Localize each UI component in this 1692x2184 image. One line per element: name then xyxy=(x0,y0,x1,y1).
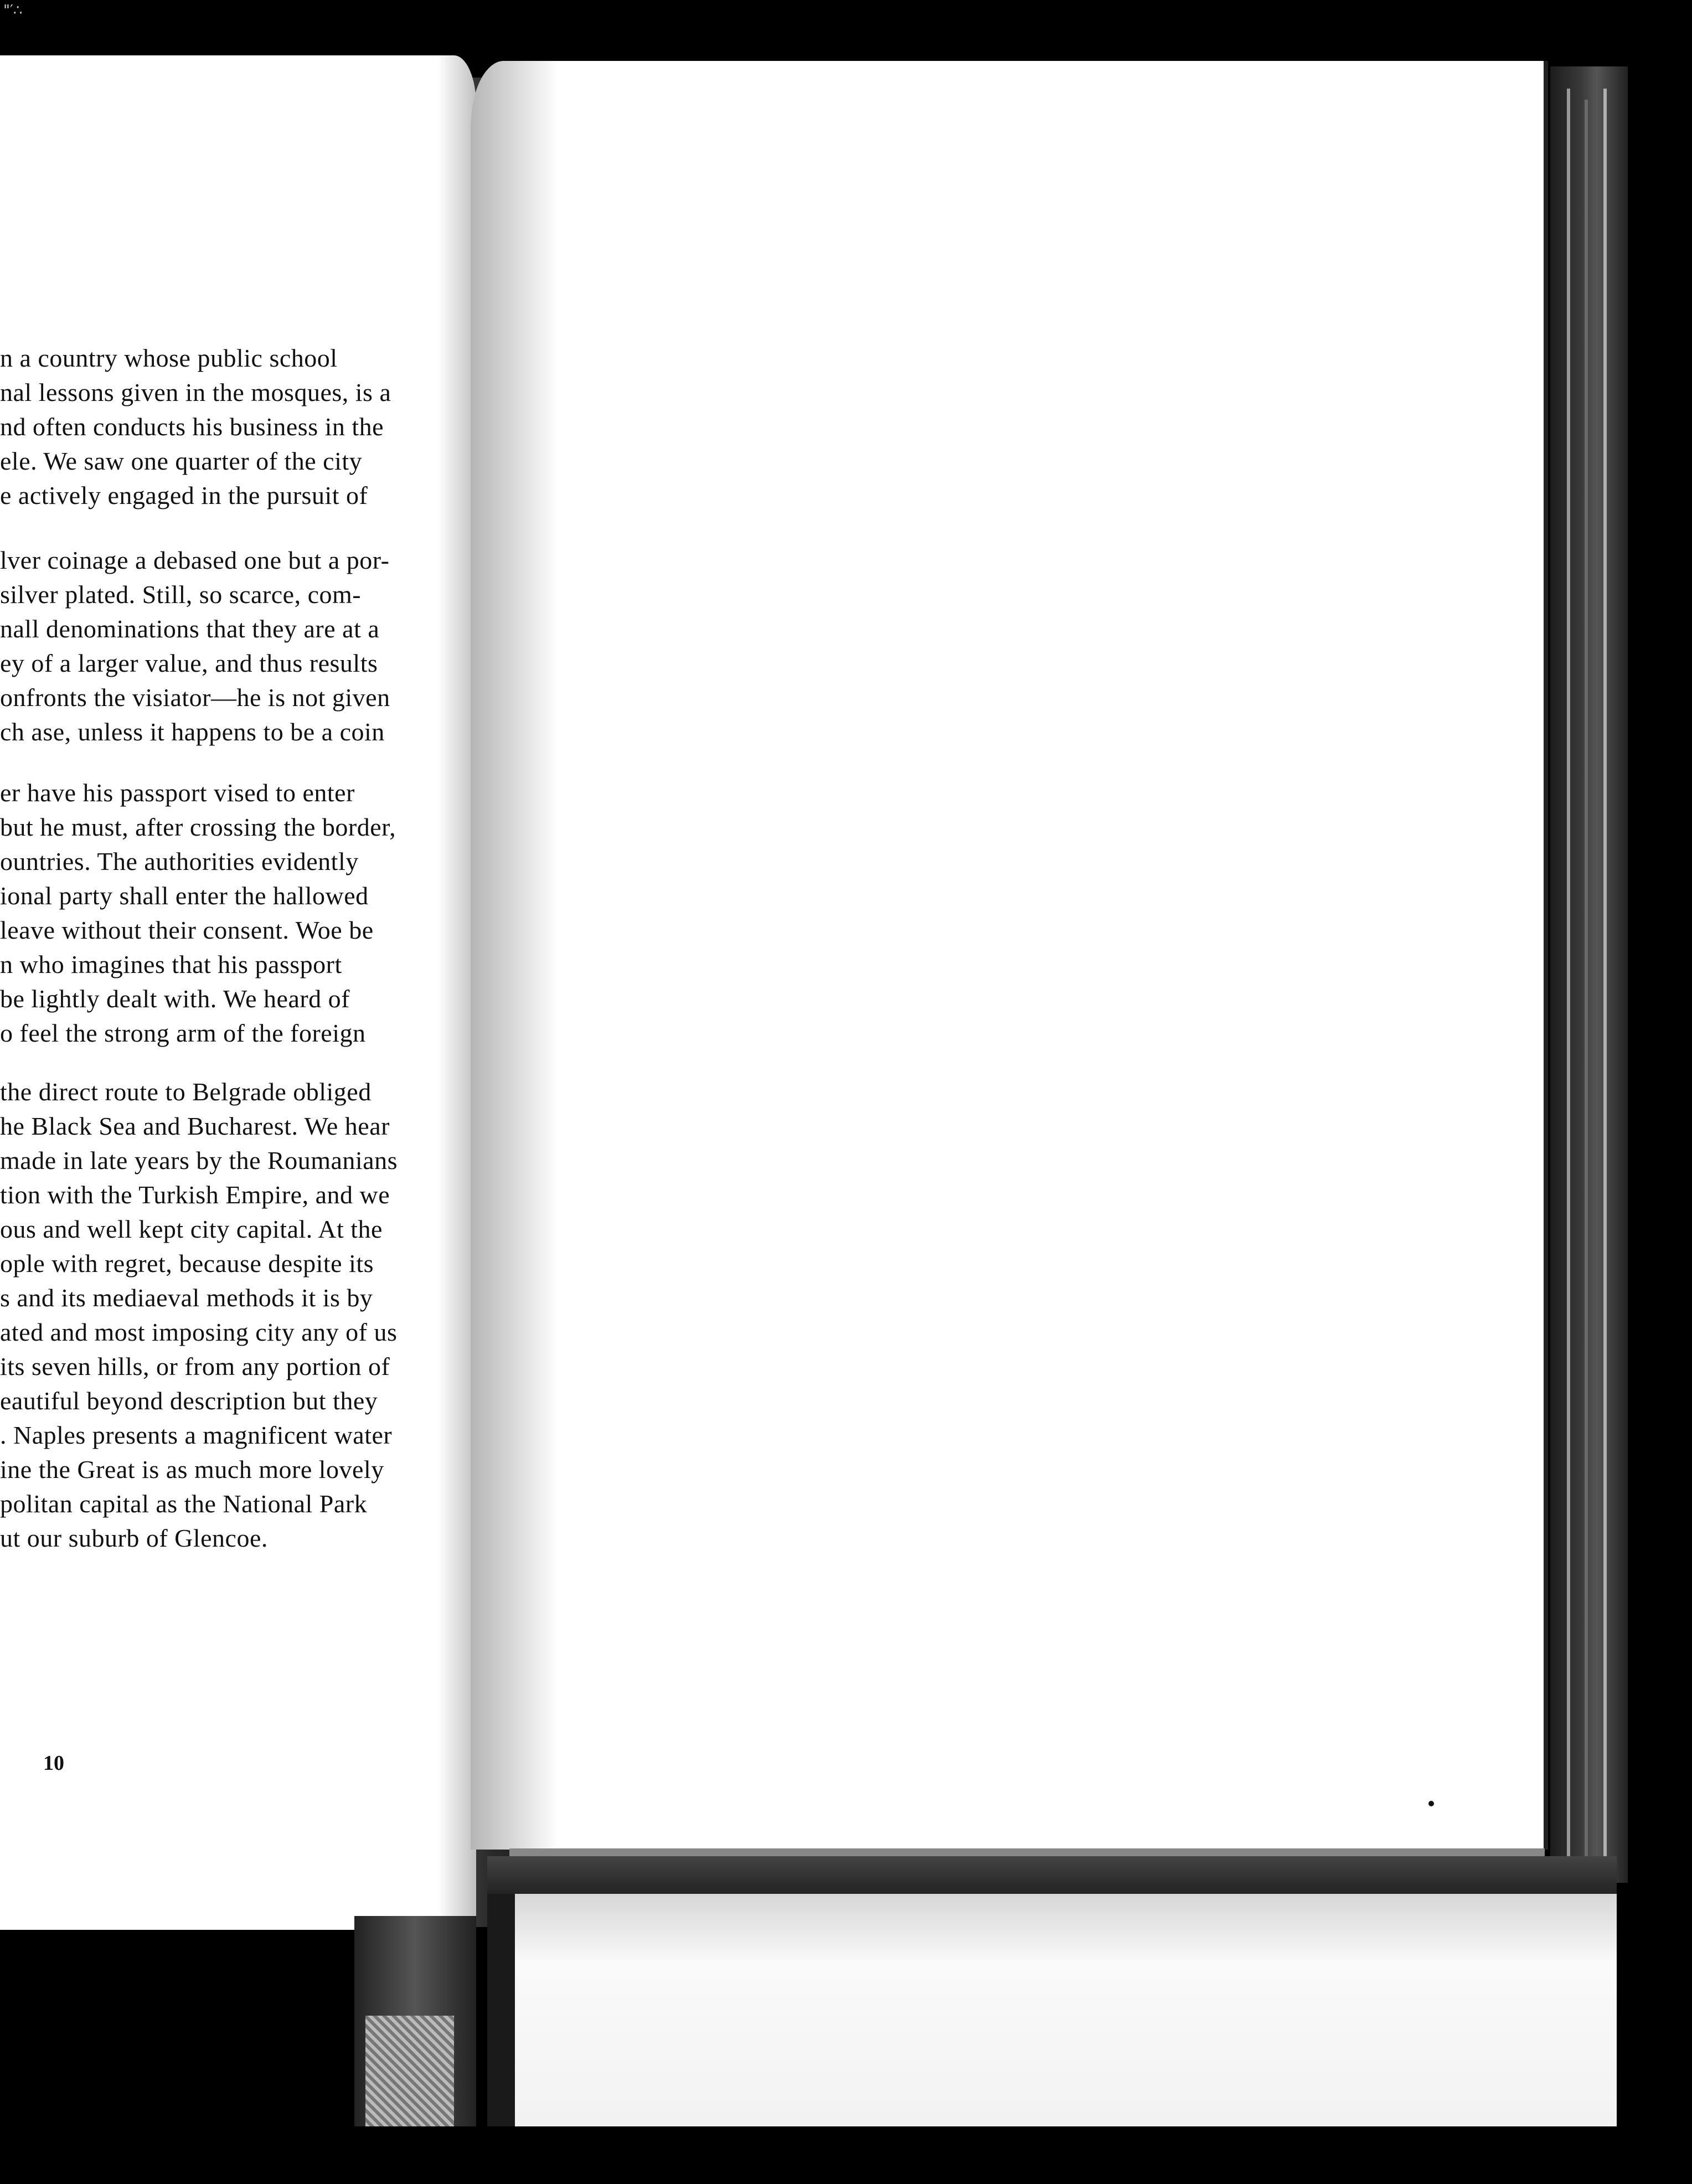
right-page-bottom-edge xyxy=(509,1848,1545,1856)
book-cover-edge xyxy=(1550,66,1628,1883)
text-line: ey of a larger value, and thus results xyxy=(0,649,378,677)
text-line: ine the Great is as much more lovely xyxy=(0,1455,384,1484)
text-line: tion with the Turkish Empire, and we xyxy=(0,1181,390,1209)
text-line: s and its mediaeval methods it is by xyxy=(0,1284,373,1312)
text-line: n who imagines that his passport xyxy=(0,950,342,978)
page-block-edge xyxy=(515,1894,1617,2126)
text-line: ous and well kept city capital. At the xyxy=(0,1215,383,1243)
text-line: . Naples presents a magnificent water xyxy=(0,1421,393,1449)
page-speck xyxy=(1428,1801,1434,1806)
text-line: leave without their consent. Woe be xyxy=(0,916,374,944)
text-line: politan capital as the National Park xyxy=(0,1490,368,1518)
cover-edge-line xyxy=(1603,89,1607,1872)
text-line: onfronts the visiator—he is not given xyxy=(0,683,390,712)
page-number: 10 xyxy=(43,1752,64,1775)
text-line: ional party shall enter the hallowed xyxy=(0,882,369,910)
text-line: but he must, after crossing the border, xyxy=(0,813,396,841)
corner-mark: "′∴ xyxy=(3,2,23,19)
text-line: ated and most imposing city any of us xyxy=(0,1318,398,1346)
text-line: nall denominations that they are at a xyxy=(0,615,380,643)
left-page xyxy=(0,55,476,1930)
text-line: he Black Sea and Bucharest. We hear xyxy=(0,1112,390,1140)
right-page-gutter-shadow xyxy=(471,61,559,1850)
text-line: the direct route to Belgrade obliged xyxy=(0,1078,372,1106)
text-line: be lightly dealt with. We heard of xyxy=(0,985,350,1013)
scan-background xyxy=(0,2126,1692,2184)
text-line: e actively engaged in the pursuit of xyxy=(0,481,368,509)
text-line: ountries. The authorities evidently xyxy=(0,847,359,875)
text-line: n a country whose public school xyxy=(0,344,338,372)
right-page xyxy=(471,61,1545,1850)
book-board-bottom xyxy=(487,1856,1617,1895)
text-line: ch ase, unless it happens to be a coin xyxy=(0,718,385,746)
right-page-edge xyxy=(1544,61,1548,1850)
text-line: o feel the strong arm of the foreign xyxy=(0,1019,366,1047)
cover-edge-line xyxy=(1585,100,1588,1861)
text-line: its seven hills, or from any portion of xyxy=(0,1352,390,1381)
cover-edge-line xyxy=(1567,89,1570,1861)
text-line: lver coinage a debased one but a por- xyxy=(0,546,390,574)
text-line: made in late years by the Roumanians xyxy=(0,1146,398,1175)
text-line: er have his passport vised to enter xyxy=(0,779,355,807)
text-line: ut our suburb of Glencoe. xyxy=(0,1524,268,1552)
text-line: nd often conducts his business in the xyxy=(0,413,384,441)
text-line: ele. We saw one quarter of the city xyxy=(0,447,363,475)
text-line: nal lessons given in the mosques, is a xyxy=(0,378,391,406)
text-line: ople with regret, because despite its xyxy=(0,1249,374,1278)
bookmark-ribbon-tip xyxy=(365,2016,454,2126)
text-line: silver plated. Still, so scarce, com- xyxy=(0,580,362,609)
text-line: eautiful beyond description but they xyxy=(0,1387,378,1415)
